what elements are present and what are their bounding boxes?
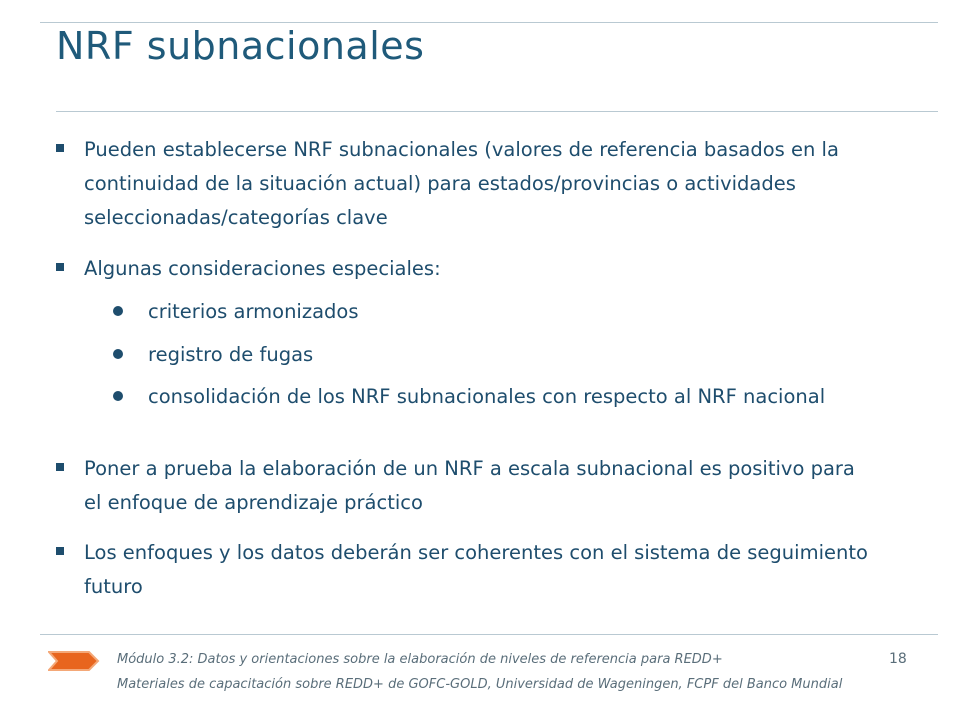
round-bullet-icon xyxy=(113,349,123,359)
bullet-2-text: Algunas consideraciones especiales: xyxy=(84,257,441,280)
bullet-1-text: Pueden establecerse NRF subnacionales (valores de referencia basados en la continuidad de la situación actual) para estados/provincias o actividades seleccionadas/categorías clave xyxy=(84,138,839,229)
round-bullet-icon xyxy=(113,306,123,316)
slide-title: NRF subnacionales xyxy=(56,24,425,68)
bullet-1 xyxy=(56,133,876,235)
square-bullet-icon xyxy=(56,547,64,555)
square-bullet-icon xyxy=(56,263,64,271)
title-rule xyxy=(56,111,938,112)
bullet-3 xyxy=(56,452,876,520)
arrow-icon xyxy=(48,648,100,674)
sub-bullet-2-text: registro de fugas xyxy=(148,343,314,366)
sub-bullet-3-text: consolidación de los NRF subnacionales con respecto al NRF nacional xyxy=(148,385,826,408)
bullet-2 xyxy=(56,252,876,286)
square-bullet-icon xyxy=(56,144,64,152)
footer-materials-line: Materiales de capacitación sobre REDD+ de GOFC-GOLD, Universidad de Wageningen, FCPF del Banco Mundial xyxy=(117,677,843,692)
sub-bullet-1-text: criterios armonizados xyxy=(148,300,359,323)
bullet-3-text: Poner a prueba la elaboración de un NRF a escala subnacional es positivo para el enfoque de aprendizaje práctico xyxy=(84,457,855,514)
round-bullet-icon xyxy=(113,391,123,401)
square-bullet-icon xyxy=(56,463,64,471)
footer-module-line: Módulo 3.2: Datos y orientaciones sobre la elaboración de niveles de referencia para REDD+ xyxy=(117,652,723,667)
page-number: 18 xyxy=(889,651,907,667)
top-rule xyxy=(40,22,938,23)
bullet-4 xyxy=(56,536,876,604)
bullet-4-text: Los enfoques y los datos deberán ser coherentes con el sistema de seguimiento futuro xyxy=(84,541,868,598)
footer-rule xyxy=(40,634,938,635)
